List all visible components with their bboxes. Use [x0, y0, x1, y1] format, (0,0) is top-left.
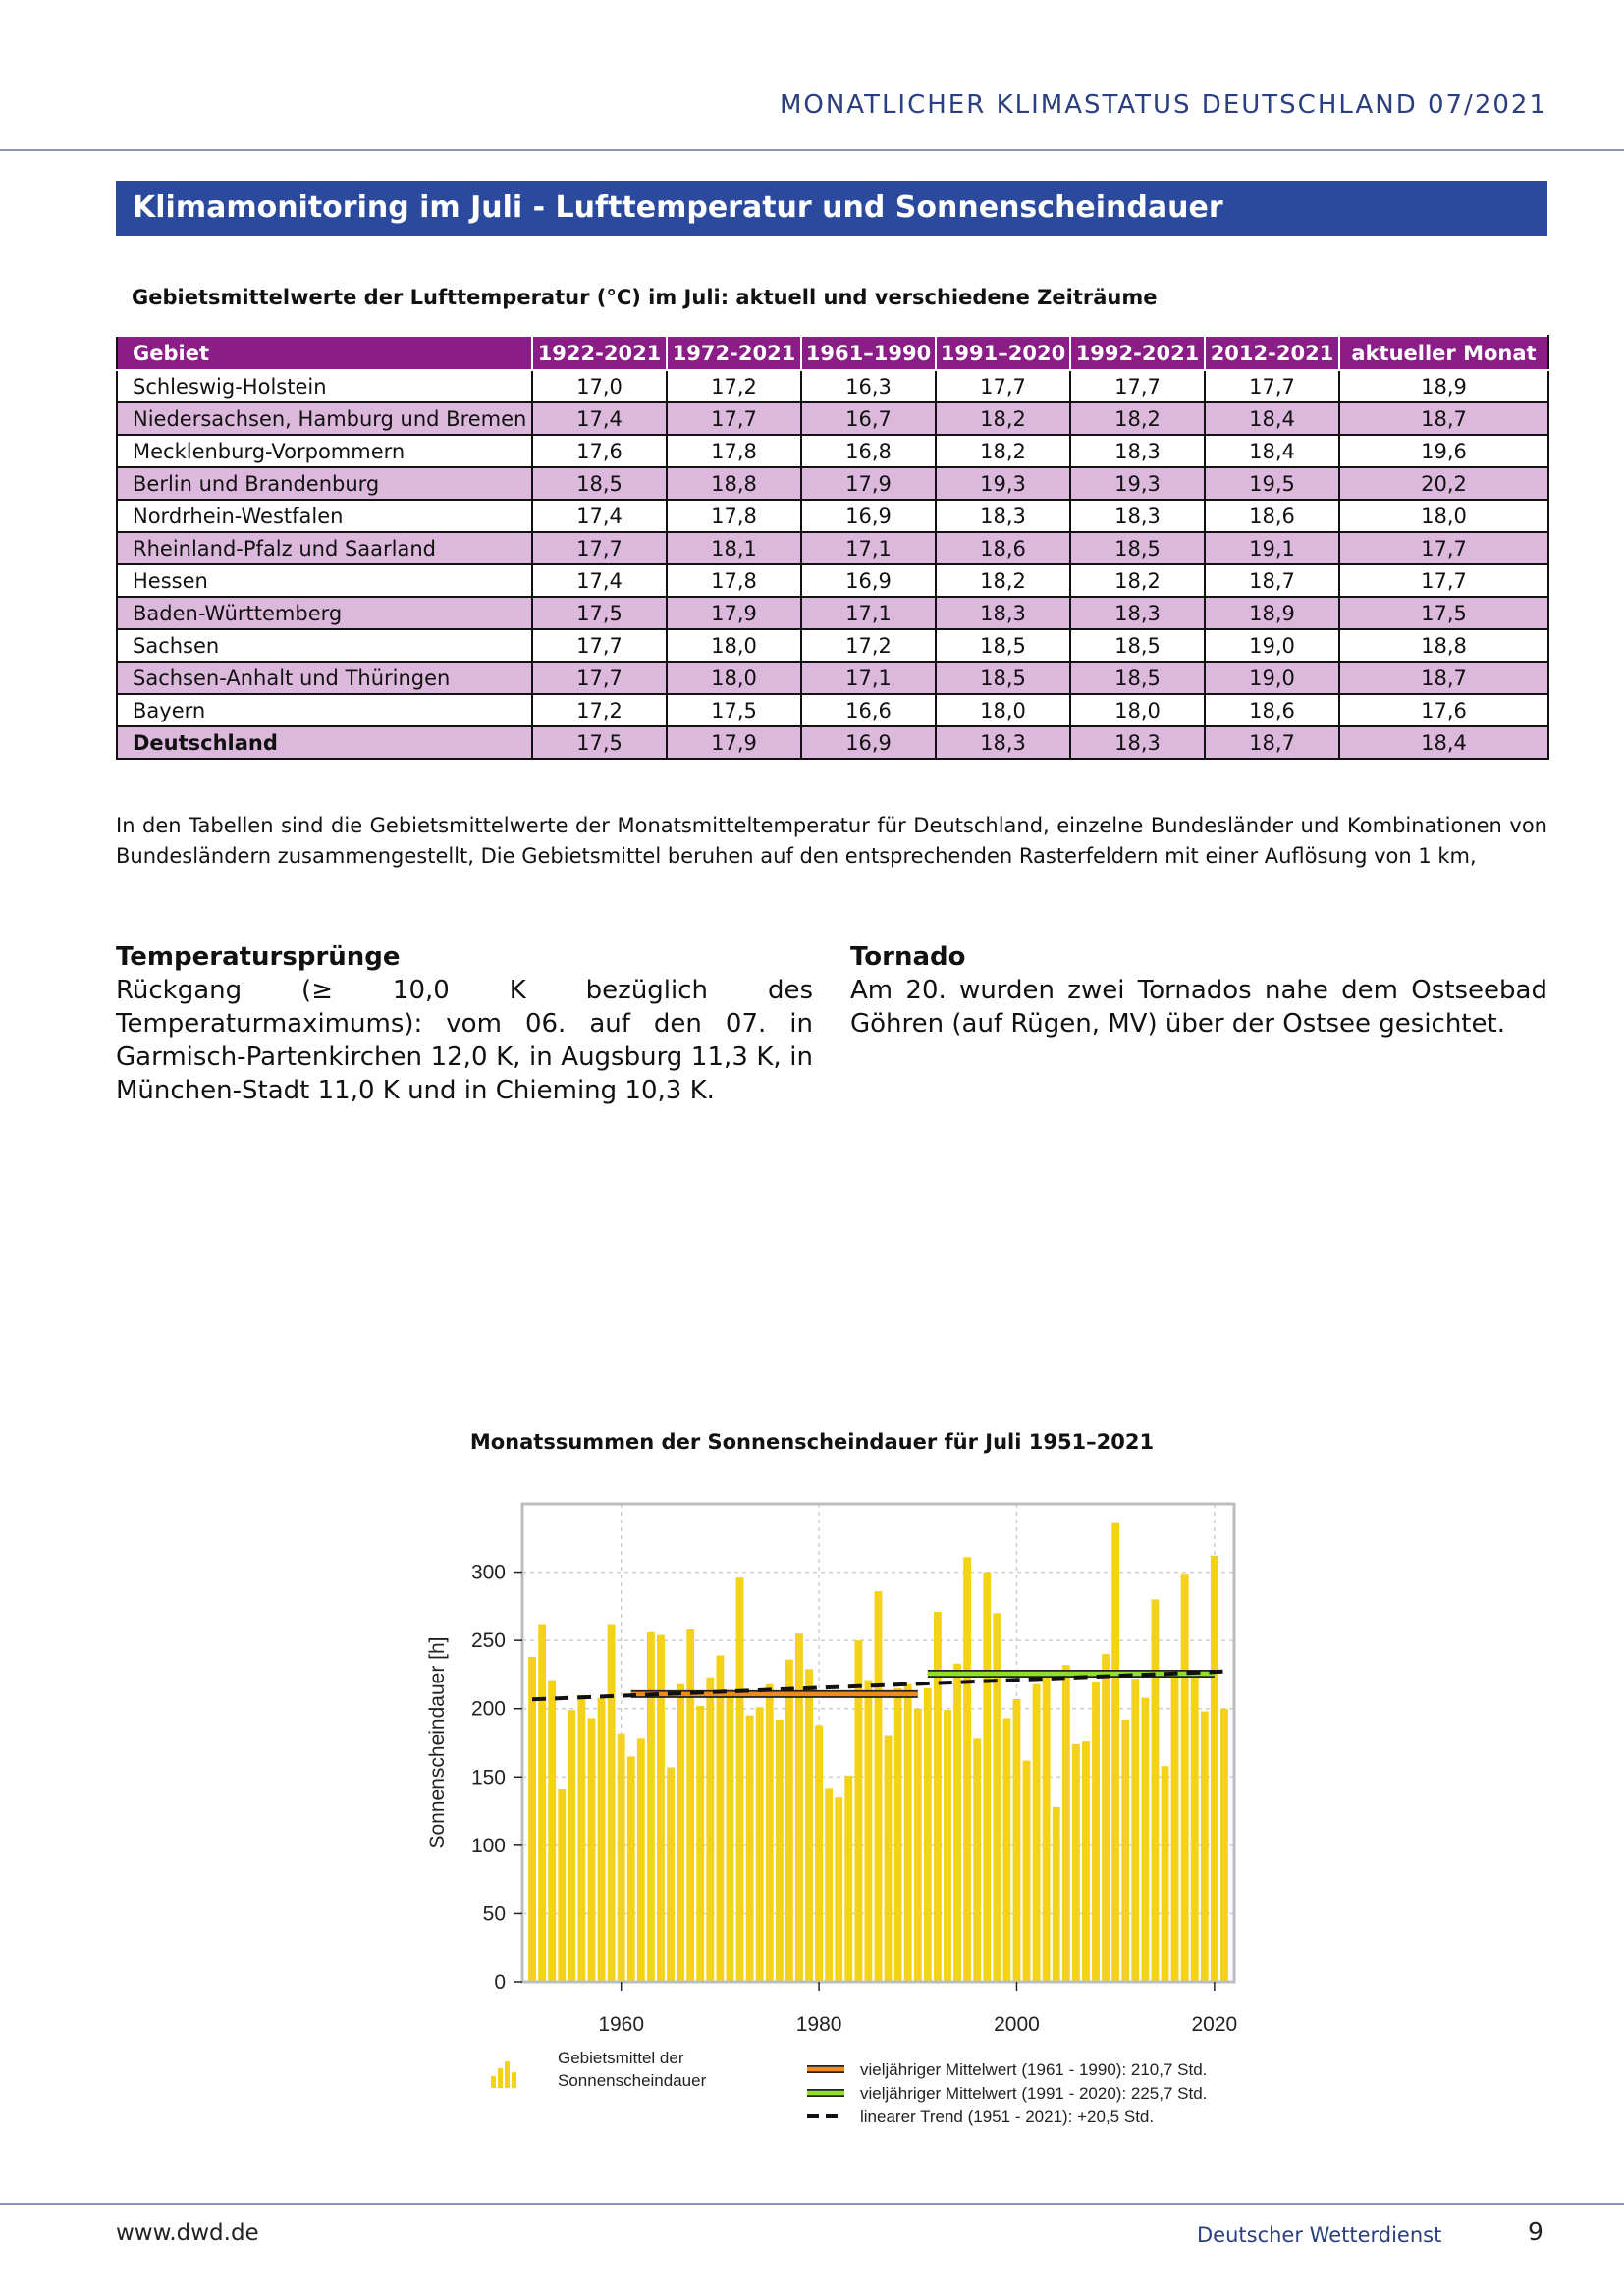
value-cell: 17,9 — [801, 467, 936, 500]
value-cell: 16,3 — [801, 370, 936, 402]
sunshine-chart — [412, 1482, 1257, 2160]
section-body: Rückgang (≥ 10,0 K bezüglich des Temperaturmaximums): vom 06. auf den 07. in Garmisch-Partenkirchen 12,0 K, in Augsburg 11,3 K, in München-Stadt 11,0 K und in Chieming 10,3 K. — [116, 976, 813, 1105]
x-tick-label: 1960 — [598, 2013, 645, 2036]
region-cell: Sachsen — [117, 629, 532, 662]
bar — [1043, 1671, 1051, 1982]
value-cell: 17,0 — [532, 370, 667, 402]
table-row — [117, 500, 1548, 532]
legend-bar-icon — [512, 2072, 516, 2088]
value-cell: 18,9 — [1205, 597, 1339, 629]
bar — [1220, 1709, 1228, 1982]
bar — [1033, 1684, 1041, 1982]
y-tick-label: 100 — [470, 1834, 506, 1857]
bar — [973, 1738, 981, 1982]
page-number: 9 — [1528, 2217, 1543, 2246]
footer-url: www.dwd.de — [116, 2220, 259, 2246]
value-cell: 17,4 — [532, 500, 667, 532]
table-row — [117, 370, 1548, 402]
bar — [686, 1629, 694, 1982]
bar — [1092, 1682, 1100, 1982]
value-cell: 17,2 — [801, 629, 936, 662]
footer-organization: Deutscher Wetterdienst — [1197, 2223, 1442, 2247]
value-cell: 17,8 — [667, 564, 801, 597]
x-tick-label: 1980 — [795, 2013, 842, 2036]
value-cell: 17,8 — [667, 435, 801, 467]
column-header: Gebiet — [117, 336, 532, 370]
value-cell: 17,9 — [667, 726, 801, 759]
table-row — [117, 564, 1548, 597]
value-cell: 17,1 — [801, 662, 936, 694]
bar — [727, 1689, 734, 1982]
column-header: 2012-2021 — [1205, 336, 1339, 370]
bar — [1062, 1665, 1070, 1982]
bar — [528, 1657, 536, 1982]
value-cell: 17,5 — [532, 597, 667, 629]
value-cell: 16,6 — [801, 694, 936, 726]
value-cell: 18,3 — [1070, 597, 1205, 629]
bar — [657, 1635, 665, 1982]
bar — [1152, 1599, 1160, 1982]
region-cell: Rheinland-Pfalz und Saarland — [117, 532, 532, 564]
y-tick-label: 200 — [470, 1697, 506, 1721]
legend-mean-label: vieljähriger Mittelwert (1961 - 1990): 210,7 Std. — [860, 2060, 1208, 2079]
chart-legend — [491, 2049, 1207, 2126]
value-cell: 18,1 — [667, 532, 801, 564]
table-row — [117, 402, 1548, 435]
column-header: 1992-2021 — [1070, 336, 1205, 370]
column-header: 1961–1990 — [801, 336, 936, 370]
bar — [588, 1718, 596, 1982]
table-header-row — [117, 336, 1548, 370]
value-cell: 18,4 — [1339, 726, 1548, 759]
bar — [914, 1709, 922, 1982]
value-cell: 18,5 — [936, 662, 1070, 694]
value-cell: 18,3 — [936, 726, 1070, 759]
x-tick-label: 2000 — [994, 2013, 1040, 2036]
table-row — [117, 467, 1548, 500]
legend-bars-label: Sonnenscheindauer — [558, 2071, 707, 2090]
tornado-section — [850, 940, 1547, 1041]
value-cell: 16,9 — [801, 726, 936, 759]
bar — [1082, 1741, 1090, 1982]
column-header: 1922-2021 — [532, 336, 667, 370]
value-cell: 18,3 — [1070, 726, 1205, 759]
value-cell: 17,7 — [1339, 532, 1548, 564]
value-cell: 18,3 — [1070, 435, 1205, 467]
value-cell: 17,2 — [532, 694, 667, 726]
bar — [825, 1788, 833, 1982]
bar — [1053, 1807, 1060, 1982]
value-cell: 18,0 — [936, 694, 1070, 726]
table-row — [117, 629, 1548, 662]
section-banner: Klimamonitoring im Juli - Lufttemperatur und Sonnenscheindauer — [116, 181, 1547, 236]
value-cell: 18,2 — [1070, 402, 1205, 435]
table-caption: Gebietsmittelwerte der Lufttemperatur (°C) im Juli: aktuell und verschiedene Zeiträume — [132, 286, 1158, 309]
table-row — [117, 726, 1548, 759]
value-cell: 17,7 — [1205, 370, 1339, 402]
value-cell: 19,0 — [1205, 662, 1339, 694]
bar — [844, 1776, 852, 1982]
plot-area — [426, 1504, 1237, 2036]
value-cell: 18,2 — [936, 435, 1070, 467]
value-cell: 18,2 — [1070, 564, 1205, 597]
value-cell: 18,3 — [936, 597, 1070, 629]
column-header: aktueller Monat — [1339, 336, 1548, 370]
chart-title: Monatssummen der Sonnenscheindauer für Juli 1951–2021 — [469, 1430, 1155, 1454]
value-cell: 18,9 — [1339, 370, 1548, 402]
bar — [1191, 1671, 1199, 1982]
legend-trend-label: linearer Trend (1951 - 2021): +20,5 Std. — [860, 2108, 1155, 2126]
bar — [1211, 1556, 1218, 1982]
value-cell: 18,0 — [1070, 694, 1205, 726]
bar — [647, 1632, 655, 1982]
bar — [944, 1710, 951, 1982]
header-title: MONATLICHER KLIMASTATUS DEUTSCHLAND 07/2021 — [779, 90, 1547, 120]
y-tick-label: 250 — [470, 1629, 506, 1653]
value-cell: 18,0 — [1339, 500, 1548, 532]
bar — [953, 1664, 961, 1982]
region-cell: Mecklenburg-Vorpommern — [117, 435, 532, 467]
value-cell: 17,7 — [936, 370, 1070, 402]
column-header: 1991–2020 — [936, 336, 1070, 370]
bar — [1181, 1574, 1189, 1982]
bar — [736, 1577, 744, 1982]
legend-bar-icon — [491, 2076, 496, 2088]
value-cell: 18,7 — [1339, 662, 1548, 694]
region-cell: Bayern — [117, 694, 532, 726]
bar — [558, 1789, 566, 1982]
bar — [667, 1768, 675, 1982]
bar — [1131, 1679, 1139, 1982]
footer-divider — [0, 2203, 1624, 2205]
bar — [983, 1573, 991, 1982]
value-cell: 17,7 — [667, 402, 801, 435]
value-cell: 17,7 — [532, 629, 667, 662]
value-cell: 20,2 — [1339, 467, 1548, 500]
section-body: Am 20. wurden zwei Tornados nahe dem Ostseebad Göhren (auf Rügen, MV) über der Ostsee gesichtet. — [850, 976, 1547, 1039]
legend-bars-label: Gebietsmittel der — [558, 2049, 684, 2067]
table-row — [117, 662, 1548, 694]
value-cell: 18,5 — [936, 629, 1070, 662]
bar — [785, 1660, 793, 1982]
value-cell: 18,4 — [1205, 435, 1339, 467]
bar — [924, 1688, 932, 1982]
temperature-jumps-section — [116, 940, 813, 1107]
x-tick-label: 2020 — [1191, 2013, 1238, 2036]
bar — [795, 1633, 803, 1982]
value-cell: 17,5 — [1339, 597, 1548, 629]
value-cell: 17,8 — [667, 500, 801, 532]
value-cell: 18,8 — [667, 467, 801, 500]
value-cell: 17,1 — [801, 597, 936, 629]
y-axis-label: Sonnenscheindauer [h] — [426, 1636, 449, 1849]
bar — [538, 1624, 546, 1982]
bar — [746, 1716, 754, 1982]
value-cell: 17,9 — [667, 597, 801, 629]
value-cell: 18,7 — [1339, 402, 1548, 435]
table-note: In den Tabellen sind die Gebietsmittelwerte der Monatsmitteltemperatur für Deutschland, einzelne Bundesländer und Kombinationen von Bundesländern zusammengestellt, Die Gebietsmittel beruhen auf den entsprechenden Rasterfeldern mit einer Auflösung von 1 km, — [116, 814, 1547, 868]
region-cell: Deutschland — [117, 726, 532, 759]
bar — [548, 1680, 556, 1982]
y-tick-label: 150 — [470, 1766, 506, 1789]
table-body — [117, 370, 1548, 759]
bar — [568, 1710, 575, 1982]
bar — [756, 1707, 764, 1982]
value-cell: 19,3 — [936, 467, 1070, 500]
bar — [716, 1655, 724, 1982]
bar — [835, 1797, 842, 1982]
value-cell: 18,8 — [1339, 629, 1548, 662]
value-cell: 17,5 — [667, 694, 801, 726]
region-cell: Schleswig-Holstein — [117, 370, 532, 402]
value-cell: 17,7 — [532, 662, 667, 694]
value-cell: 18,2 — [936, 564, 1070, 597]
value-cell: 18,3 — [936, 500, 1070, 532]
bar — [1141, 1698, 1149, 1982]
value-cell: 18,6 — [936, 532, 1070, 564]
bar — [904, 1684, 912, 1982]
y-tick-label: 50 — [482, 1902, 506, 1926]
legend-bar-icon — [505, 2061, 510, 2088]
bar — [1162, 1766, 1169, 1982]
value-cell: 18,5 — [1070, 629, 1205, 662]
value-cell: 17,7 — [532, 532, 667, 564]
bar — [1121, 1720, 1129, 1982]
region-cell: Berlin und Brandenburg — [117, 467, 532, 500]
value-cell: 16,8 — [801, 435, 936, 467]
value-cell: 17,6 — [532, 435, 667, 467]
table-row — [117, 597, 1548, 629]
bar — [598, 1698, 606, 1982]
bar — [618, 1734, 625, 1982]
value-cell: 18,5 — [1070, 662, 1205, 694]
legend-mean-label: vieljähriger Mittelwert (1991 - 2020): 225,7 Std. — [860, 2084, 1208, 2103]
bar — [1171, 1678, 1179, 1982]
value-cell: 17,1 — [801, 532, 936, 564]
bar — [1023, 1761, 1031, 1982]
bar — [805, 1669, 813, 1982]
region-cell: Hessen — [117, 564, 532, 597]
bar — [1102, 1654, 1110, 1982]
bar — [815, 1725, 823, 1982]
region-cell: Sachsen-Anhalt und Thüringen — [117, 662, 532, 694]
value-cell: 16,9 — [801, 564, 936, 597]
value-cell: 16,7 — [801, 402, 936, 435]
bar — [776, 1720, 784, 1982]
section-heading: Tornado — [850, 942, 966, 972]
value-cell: 17,6 — [1339, 694, 1548, 726]
value-cell: 18,5 — [532, 467, 667, 500]
table-row — [117, 532, 1548, 564]
value-cell: 18,0 — [667, 629, 801, 662]
y-tick-label: 300 — [470, 1561, 506, 1584]
bar — [766, 1684, 774, 1982]
region-cell: Nordrhein-Westfalen — [117, 500, 532, 532]
legend-bar-icon — [498, 2068, 503, 2088]
bar — [894, 1688, 902, 1982]
header-divider — [0, 149, 1624, 151]
bar — [1072, 1744, 1080, 1982]
value-cell: 19,3 — [1070, 467, 1205, 500]
value-cell: 17,7 — [1070, 370, 1205, 402]
table-row — [117, 435, 1548, 467]
value-cell: 19,6 — [1339, 435, 1548, 467]
value-cell: 18,3 — [1070, 500, 1205, 532]
value-cell: 18,7 — [1205, 726, 1339, 759]
value-cell: 18,5 — [1070, 532, 1205, 564]
bar — [637, 1738, 645, 1982]
temperature-table — [116, 335, 1549, 760]
bar — [1002, 1718, 1010, 1982]
value-cell: 17,4 — [532, 564, 667, 597]
value-cell: 17,4 — [532, 402, 667, 435]
value-cell: 16,9 — [801, 500, 936, 532]
column-header: 1972-2021 — [667, 336, 801, 370]
bar — [1201, 1711, 1209, 1982]
bar — [627, 1756, 635, 1982]
value-cell: 18,2 — [936, 402, 1070, 435]
bar — [608, 1624, 616, 1982]
value-cell: 18,0 — [667, 662, 801, 694]
bar — [696, 1706, 704, 1982]
value-cell: 19,0 — [1205, 629, 1339, 662]
table-row — [117, 694, 1548, 726]
value-cell: 19,1 — [1205, 532, 1339, 564]
bar — [677, 1684, 684, 1982]
bar — [577, 1695, 585, 1982]
section-heading: Temperatursprünge — [116, 942, 401, 972]
value-cell: 19,5 — [1205, 467, 1339, 500]
value-cell: 18,6 — [1205, 500, 1339, 532]
region-cell: Niedersachsen, Hamburg und Bremen — [117, 402, 532, 435]
bar — [1013, 1699, 1021, 1982]
region-cell: Baden-Württemberg — [117, 597, 532, 629]
bar — [875, 1591, 883, 1982]
value-cell: 18,7 — [1205, 564, 1339, 597]
value-cell: 17,7 — [1339, 564, 1548, 597]
bar — [963, 1557, 971, 1982]
bar — [993, 1613, 1001, 1982]
bar — [934, 1612, 942, 1982]
value-cell: 18,6 — [1205, 694, 1339, 726]
bar — [865, 1680, 873, 1982]
value-cell: 17,5 — [532, 726, 667, 759]
bar — [706, 1678, 714, 1982]
y-tick-label: 0 — [494, 1971, 506, 1994]
value-cell: 17,2 — [667, 370, 801, 402]
bar — [1111, 1522, 1119, 1982]
value-cell: 18,4 — [1205, 402, 1339, 435]
bar — [885, 1736, 893, 1982]
